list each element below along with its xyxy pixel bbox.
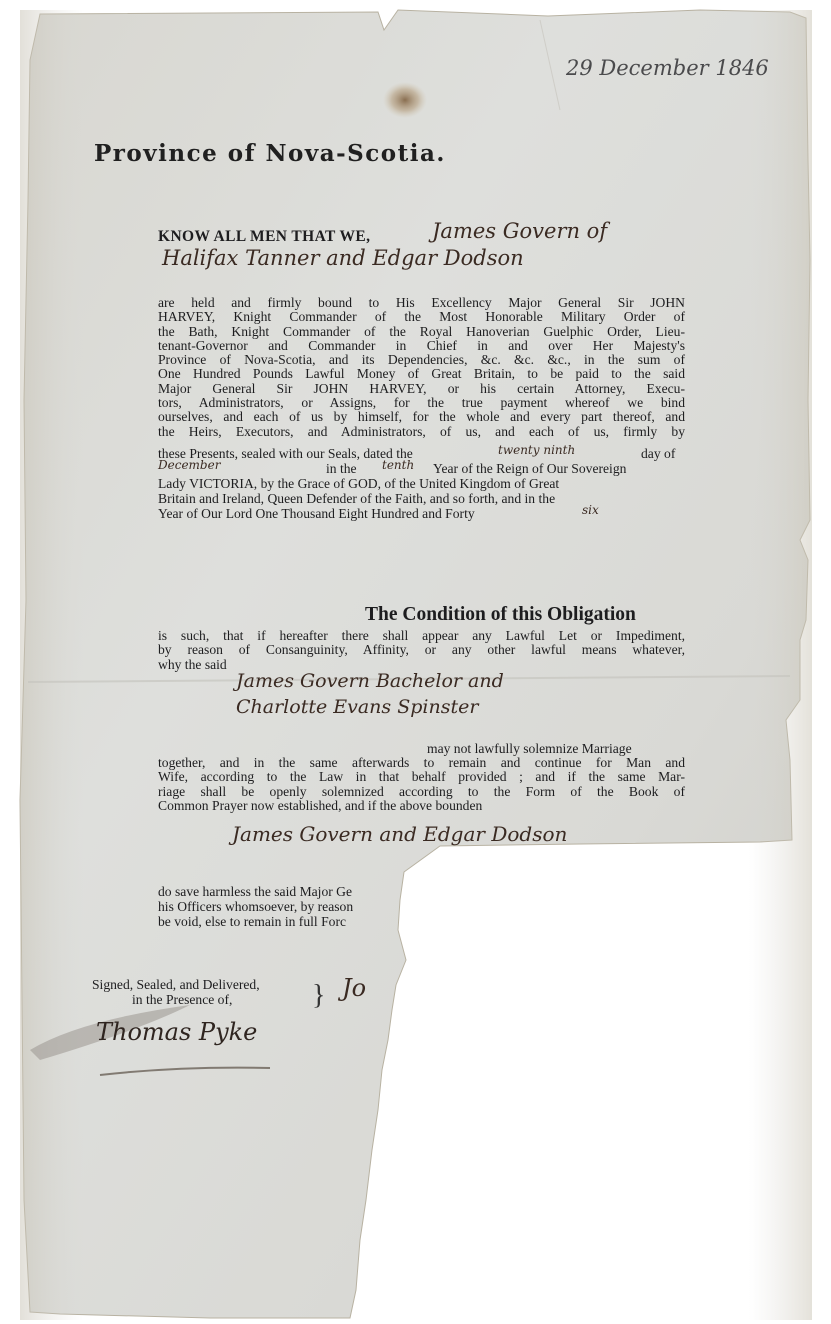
dated-prefix: these Presents, sealed with our Seals, dated the bbox=[158, 446, 413, 461]
bond-line: are held and firmly bound to His Excellency Major General Sir JOHN bbox=[158, 295, 685, 310]
regnal-suffix: Year of the Reign of Our Sovereign bbox=[433, 461, 627, 476]
couple-names-line-2: Charlotte Evans Spinster bbox=[236, 696, 479, 718]
marriage-line: together, and in the same afterwards to remain and continue for Man and bbox=[158, 755, 685, 770]
signed-sealed-line: Signed, Sealed, and Delivered, bbox=[92, 977, 260, 992]
marriage-line: Common Prayer now established, and if the above bounden bbox=[158, 797, 483, 813]
torn-line: do save harmless the said Major Ge bbox=[158, 884, 353, 899]
year-hand: six bbox=[582, 503, 599, 517]
bond-paragraph bbox=[158, 296, 685, 439]
year-line: Year of Our Lord One Thousand Eight Hundred and Forty bbox=[158, 506, 475, 521]
marriage-first-line: may not lawfully solemnize Marriage bbox=[427, 741, 632, 756]
torn-line: be void, else to remain in full Forc bbox=[158, 914, 347, 929]
marriage-line: riage shall be openly solemnized according to the Form of the Book of bbox=[158, 783, 685, 799]
bound-names-line-1: James Govern of bbox=[432, 219, 608, 243]
witness-signature: Thomas Pyke bbox=[96, 1018, 258, 1046]
document-title: Province of Nova-Scotia. bbox=[94, 140, 446, 167]
bound-names-line-2: Halifax Tanner and Edgar Dodson bbox=[162, 246, 524, 270]
bond-line: Major General Sir JOHN HARVEY, or his certain Attorney, Execu- bbox=[158, 380, 685, 396]
torn-line: his Officers whomsoever, by reason bbox=[158, 899, 354, 914]
bond-line: tors, Administrators, or Assigns, for the true payment whereof we bind bbox=[158, 395, 685, 411]
marriage-line: Wife, according to the Law in that behalf provided ; and if the same Mar- bbox=[158, 769, 685, 785]
bond-line: the Bath, Knight Commander of the Royal Hanoverian Guelphic Order, Lieu- bbox=[158, 323, 685, 339]
in-the-text: in the bbox=[326, 461, 357, 476]
marriage-paragraph bbox=[158, 756, 685, 813]
regnal-year-hand: tenth bbox=[382, 458, 415, 472]
bond-line: ourselves, and each of us by himself, for the whole and every part thereof, and bbox=[158, 409, 685, 425]
dated-suffix: day of bbox=[641, 446, 676, 461]
condition-line: by reason of Consanguinity, Affinity, or any other lawful means whatever, bbox=[158, 642, 685, 658]
britain-line: Britain and Ireland, Queen Defender of the Faith, and so forth, and in the bbox=[158, 491, 556, 506]
rust-stain bbox=[383, 82, 427, 118]
bond-line: Province of Nova-Scotia, and its Dependencies, &c. &c. &c., in the sum of bbox=[158, 352, 685, 368]
bounden-names: James Govern and Edgar Dodson bbox=[232, 822, 568, 846]
date-note: 29 December 1846 bbox=[566, 56, 769, 80]
month-hand: December bbox=[158, 458, 221, 472]
presence-line: in the Presence of, bbox=[132, 992, 233, 1007]
condition-line: is such, that if hereafter there shall appear any Lawful Let or Impediment, bbox=[158, 628, 685, 643]
bond-line: tenant-Governor and Commander in Chief in and over Her Majesty's bbox=[158, 337, 685, 353]
bond-line: the Heirs, Executors, and Administrators, of us, and each of us, firmly by bbox=[158, 423, 685, 439]
dated-day-hand: twenty ninth bbox=[498, 443, 576, 457]
condition-paragraph bbox=[158, 629, 685, 672]
signature-brace: } bbox=[312, 980, 326, 1011]
condition-title: The Condition of this Obligation bbox=[365, 604, 636, 625]
signature-fragment: Jo bbox=[342, 974, 367, 1002]
bond-line: HARVEY, Knight Commander of the Most Honorable Military Order of bbox=[158, 309, 685, 325]
couple-names-line-1: James Govern Bachelor and bbox=[236, 670, 504, 692]
know-all-men-heading: KNOW ALL MEN THAT WE, bbox=[158, 228, 371, 245]
condition-line: why the said bbox=[158, 656, 227, 672]
lady-victoria-line: Lady VICTORIA, by the Grace of GOD, of the United Kingdom of Great bbox=[158, 476, 560, 491]
bond-line: One Hundred Pounds Lawful Money of Great Britain, to be paid to the said bbox=[158, 366, 685, 382]
